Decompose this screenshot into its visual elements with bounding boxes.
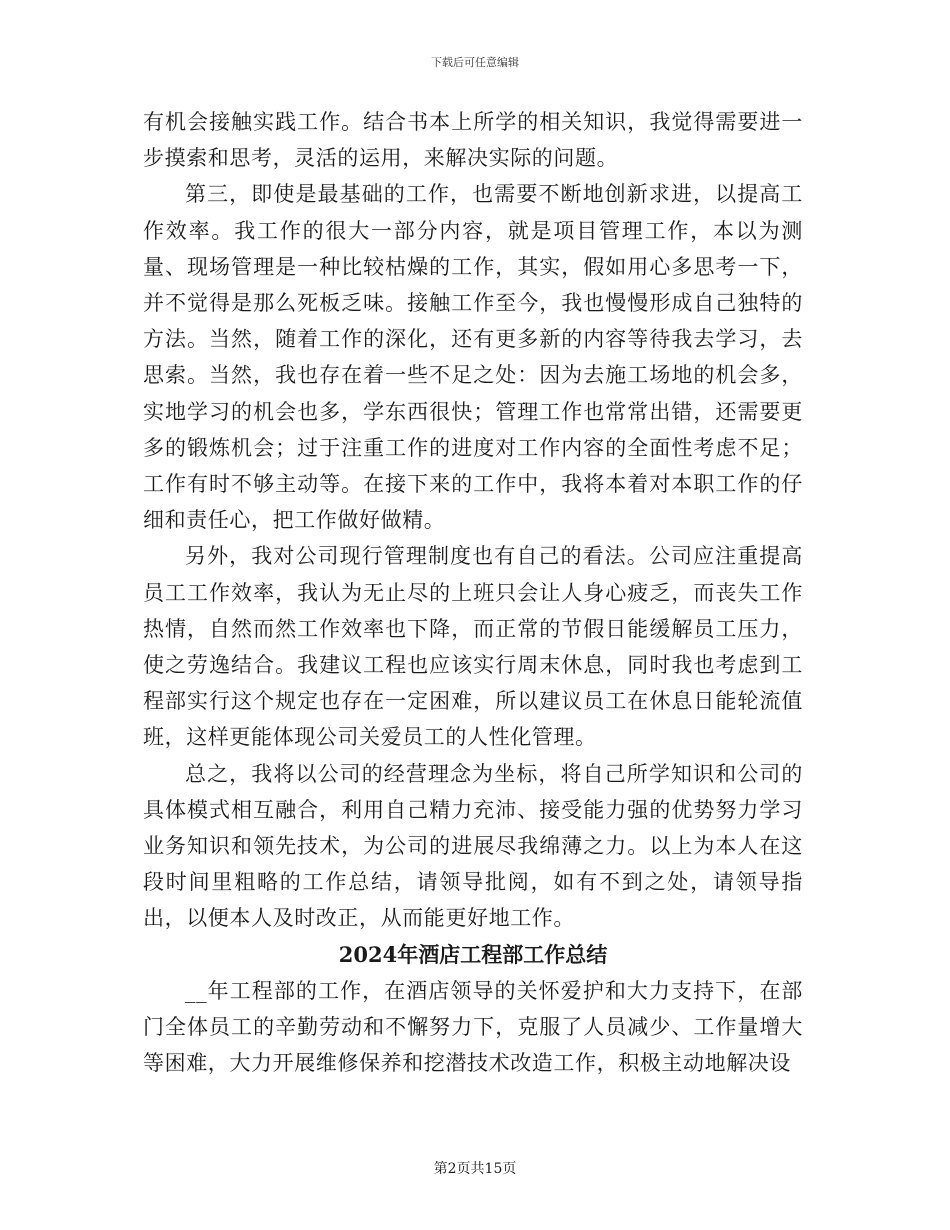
paragraph-conclusion: 总之，我将以公司的经营理念为坐标，将自己所学知识和公司的具体模式相互融合，利用自己精力充沛、接受能力强的优势努力学习业务知识和领先技术，为公司的进展尽我绵薄之力。以上为本人在这段时间里粗略的工作总结，请领导批阅，如有不到之处，请领导指出，以便本人及时改正，从而能更好地工作。 [143,761,803,931]
page-number: 第2页共15页 [433,1161,517,1177]
page-header: 下载后可任意编辑 [431,56,519,69]
paragraph-third-point: 第三，即使是最基础的工作，也需要不断地创新求进，以提高工作效率。我工作的很大一部分内容，就是项目管理工作，本以为测量、现场管理是一种比较枯燥的工作，其实，假如用心多思考一下，并不觉得是那么死板乏味。接触工作至今，我也慢慢形成自己独特的方法。当然，随着工作的深化，还有更多新的内容等待我去学习，去思索。当然，我也存在着一些不足之处：因为去施工场地的机会多，实地学习的机会也多，学东西很快；管理工作也常常出错，还需要更多的锻炼机会；过于注重工作的进度对工作内容的全面性考虑不足；工作有时不够主动等。在接下来的工作中，我将本着对本职工作的仔细和责任心，把工作做好做精。 [143,182,803,533]
paragraph-continued: 有机会接触实践工作。结合书本上所学的相关知识，我觉得需要进一步摸索和思考，灵活的运用，来解决实际的问题。 [143,110,803,171]
document-body [143,104,803,1081]
paragraph-management-opinion: 另外，我对公司现行管理制度也有自己的看法。公司应注重提高员工工作效率，我认为无止尽的上班只会让人身心疲乏，而丧失工作热情，自然而然工作效率也下降，而正常的节假日能缓解员工压力，使之劳逸结合。我建议工程也应该实行周末休息，同时我也考虑到工程部实行这个规定也存在一定困难，所以建议员工在休息日能轮流值班，这样更能体现公司关爱员工的人性化管理。 [143,544,803,750]
section-title: 2024年酒店工程部工作总结 [338,941,608,967]
paragraph-section-intro: __年工程部的工作，在酒店领导的关怀爱护和大力支持下，在部门全体员工的辛勤劳动和不懈努力下，克服了人员减少、工作量增大等困难，大力开展维修保养和挖潜技术改造工作，积极主动地解决设 [143,978,803,1076]
